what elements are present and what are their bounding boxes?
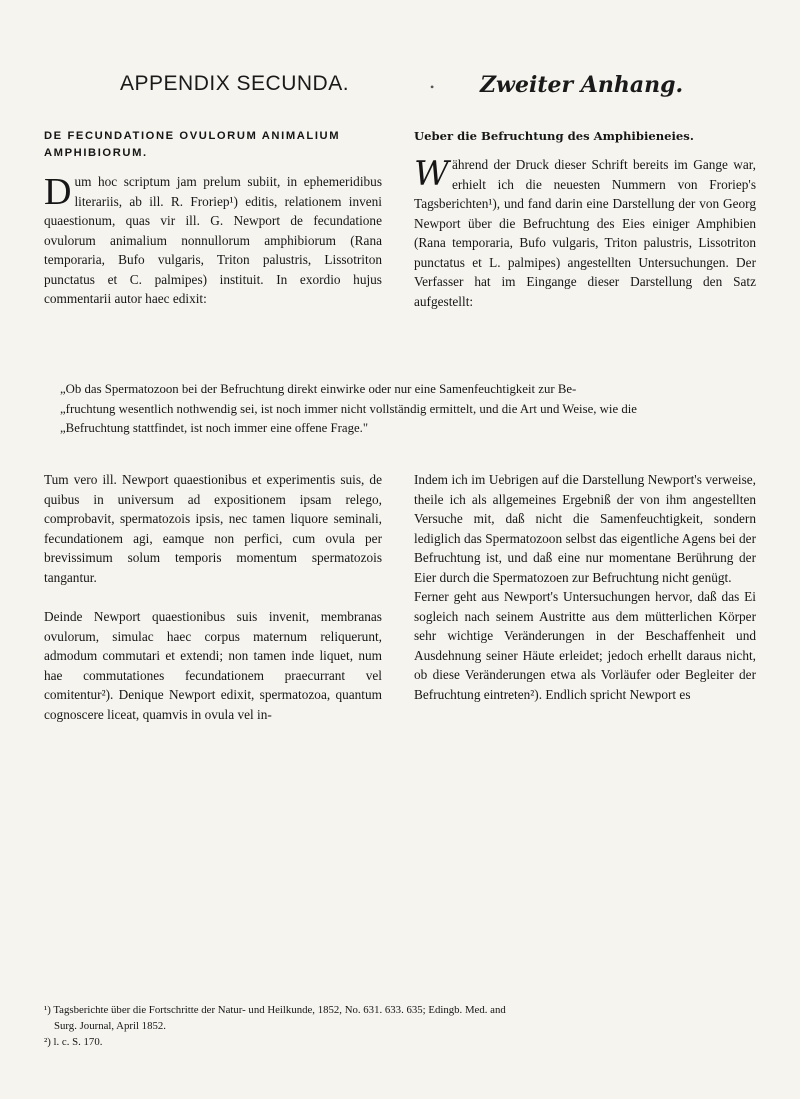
german-paragraph-1 [414,155,756,311]
german-paragraph-1-text: ährend der Druck dieser Schrift bereits im Gange war, erhielt ich die neuesten Nummern von Froriep's Tagsberichten¹), und fand darin eine Darstellung der von Georg Newport über die Befruchtung des Eies einiger Amphibien (Rana temporaria, Bufo vulgaris, Triton palustris, Lissotriton punctatus et L. palmipes) angestellten Untersuchungen. Der Verfasser hat im Eingange dieser Darstellung den Satz aufgestellt: [414,157,756,309]
footnote-2: ²) l. c. S. 170. [44,1036,103,1048]
running-head-german: Zweiter Anhang. [480,72,684,98]
bullet-mark: • [430,80,435,94]
running-head-latin: APPENDIX SECUNDA. [120,72,350,95]
latin-paragraph-2: Tum vero ill. Newport quaestionibus et experimentis suis, de quibus in universum ad expositionem ipsam relego, comprobavit, spermatozois ipsis, nec tamen liquore seminali, fecundationem agi, eamque non perfici, cum ovula per brevissimum solum temporis momentum spermatozois tangantur. [44,472,382,585]
latin-dropcap: D [44,171,72,213]
quotation-line-1: „Ob das Spermatozoon bei der Befruchtung direkt einwirke oder nur eine Samenfeuchtigkeit zur Be- [60,382,577,396]
latin-paragraph-3: Deinde Newport quaestionibus suis invenit, membranas ovulorum, simulac haec corpus maternum reliquerunt, admodum commutari et extendi; non tamen inde liquet, num hae commutationes fecundationem praecurrant vel comitentur²). Denique Newport edixit, spermatozoa, quantum cognoscere liceat, quamvis in ovula vel in- [44,609,382,722]
german-paragraph-2: Indem ich im Uebrigen auf die Darstellung Newport's verweise, theile ich als allgemeines Ergebniß der von ihm angestellten Versuche mit, daß nicht die Samenfeuchtigkeit, sondern lediglich das Spermatozoon selbst das eigentliche Agens bei der Befruchtung ist, und daß eine nur momentane Berührung der Eier durch die Spermatozoen zur Befruchtung nicht genügt. [414,472,756,585]
german-dropcap: W [414,154,449,194]
german-column-top [414,128,756,311]
footnotes [44,1002,756,1050]
latin-column-bottom [44,470,382,724]
latin-section-title: DE FECUNDATIONE OVULORUM ANIMALIUM AMPHIBIORUM. [44,130,341,159]
german-section-title: Ueber die Befruchtung des Amphibieneies. [414,129,694,143]
footnote-1-continued: Surg. Journal, April 1852. [54,1020,166,1032]
latin-column-top [44,128,382,309]
latin-paragraph-1-text: um hoc scriptum jam prelum subiit, in ephemeridibus literariis, ab ill. R. Froriep¹) editis, relationem inveni quaestionum, quas vir ill. G. Newport de fecundatione ovulorum animalium nonnullorum amphibiorum (Rana temporaria, Bufo vulgaris, Triton palustris, Lissotriton punctatus et C. palmipes) instituit. In exordio hujus commentarii autor haec edixit: [44,174,382,306]
running-head [0,72,800,112]
footnote-1: ¹) Tagsberichte über die Fortschritte der Natur- und Heilkunde, 1852, No. 631. 633. 635; Edingb. Med. and [44,1004,506,1016]
german-paragraph-3: Ferner geht aus Newport's Untersuchungen hervor, daß das Ei sogleich nach seinem Austritte aus dem mütterlichen Körper sehr wichtige Veränderungen in der Beschaffenheit und Ausdehnung seiner Häute erleidet; jedoch erhellt daraus nicht, ob diese Veränderungen etwa als Vorläufer oder Begleiter der Befruchtung eintreten²). Endlich spricht Newport es [414,589,756,702]
quotation-line-3: „Befruchtung stattfindet, ist noch immer eine offene Frage." [60,421,369,435]
quotation-block [60,380,760,439]
latin-paragraph-1 [44,172,382,309]
german-column-bottom [414,470,756,704]
quotation-line-2: „fruchtung wesentlich nothwendig sei, ist noch immer nicht vollständig ermittelt, und die Art und Weise, wie die [60,401,637,416]
